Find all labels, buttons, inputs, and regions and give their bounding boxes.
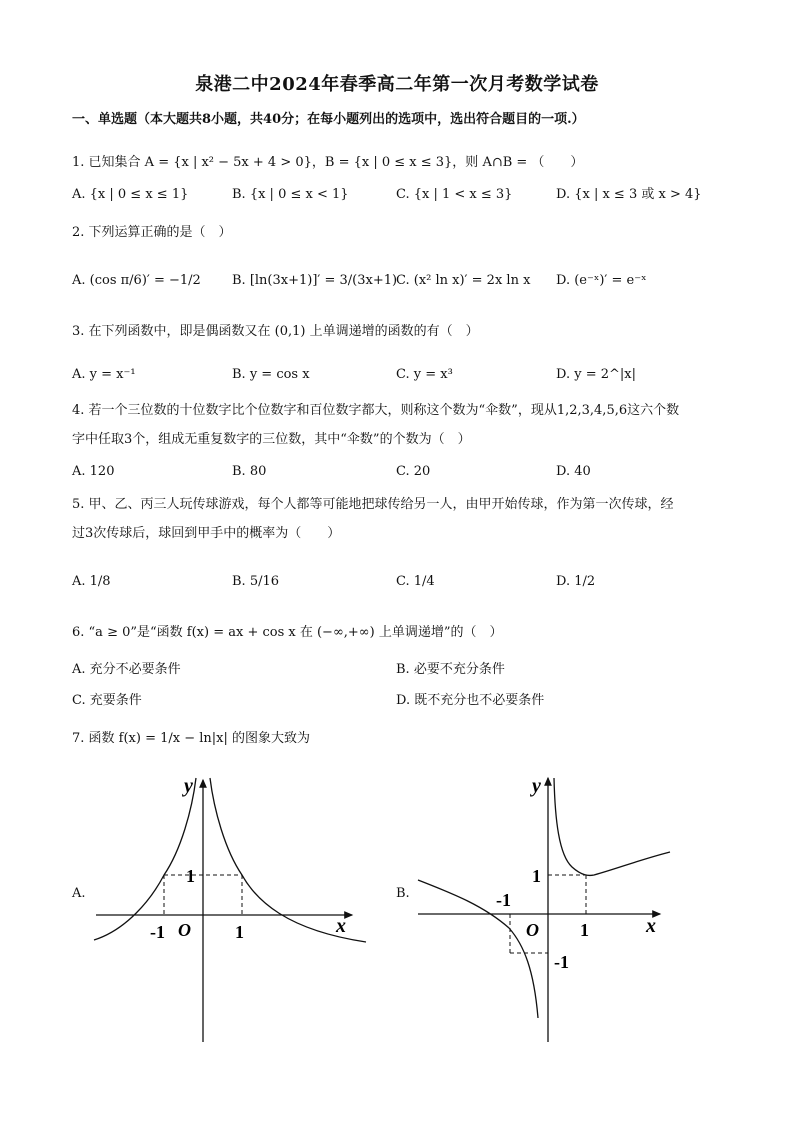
graph-b-curve-right [554, 778, 670, 875]
page-title: 泉港二中2024年春季高二年第一次月考数学试卷 [195, 74, 599, 95]
q7-option-a-label: A. [72, 886, 86, 901]
q5-line1: 5. 甲、乙、丙三人玩传球游戏，每个人都等可能地把球传给另一人，由甲开始传球，作为第一次传球，经 [72, 497, 674, 512]
q1-stem: 1. 已知集合 A = {x | x² − 5x + 4 > 0}，B = {x | 0 ≤ x ≤ 3}，则 A∩B = （ ） [72, 155, 584, 170]
q5-option-b: B. 5/16 [232, 574, 280, 589]
graph-a-curve-left [94, 778, 196, 940]
graph-b-one-x-label: 1 [580, 920, 589, 940]
graph-b-one-y-label: 1 [532, 866, 541, 886]
q3-option-b: B. y = cos x [232, 367, 310, 382]
q2-option-a: A. (cos π/6)′ = −1/2 [72, 273, 201, 288]
q2-stem: 2. 下列运算正确的是（ ） [72, 225, 232, 240]
q7-graph-b [414, 770, 684, 1054]
graph-b-curve-left [418, 880, 538, 1018]
q4-option-d: D. 40 [556, 464, 591, 479]
q7-option-b-label: B. [396, 886, 410, 901]
q3-option-d: D. y = 2^|x| [556, 367, 636, 382]
graph-a-one-y-label: 1 [186, 866, 195, 886]
q2-option-b: B. [ln(3x+1)]′ = 3/(3x+1) [232, 273, 398, 288]
graph-a-one-x-label: 1 [235, 922, 244, 942]
q2-option-d: D. (e⁻ˣ)′ = e⁻ˣ [556, 273, 647, 288]
graph-b-y-label: y [532, 775, 541, 797]
q6-option-a: A. 充分不必要条件 [72, 662, 181, 677]
q3-stem: 3. 在下列函数中，即是偶函数又在 (0,1) 上单调递增的函数的有（ ） [72, 324, 479, 339]
graph-a-origin-label: O [178, 920, 191, 940]
graph-b-origin-label: O [526, 920, 539, 940]
q5-option-d: D. 1/2 [556, 574, 596, 589]
q4-line2: 字中任取3个，组成无重复数字的三位数，其中“伞数”的个数为（ ） [72, 432, 471, 447]
q7-graph-a [86, 770, 376, 1054]
graph-b-x-label: x [646, 915, 656, 937]
q6-option-d: D. 既不充分也不必要条件 [396, 693, 545, 708]
graph-a-x-label: x [336, 915, 346, 937]
q3-option-a: A. y = x⁻¹ [72, 367, 136, 382]
q4-line1: 4. 若一个三位数的十位数字比个位数字和百位数字都大，则称这个数为“伞数”，现从1,2,3,4,5,6这六个数 [72, 403, 680, 418]
q5-option-c: C. 1/4 [396, 574, 435, 589]
q2-option-c: C. (x² ln x)′ = 2x ln x [396, 273, 531, 288]
q3-option-c: C. y = x³ [396, 367, 453, 382]
section-heading: 一、单选题（本大题共8小题，共40分；在每小题列出的选项中，选出符合题目的一项.） [72, 112, 585, 127]
q6-option-c: C. 充要条件 [72, 693, 142, 708]
q4-option-b: B. 80 [232, 464, 267, 479]
graph-a-y-label: y [184, 775, 193, 797]
q7-stem: 7. 函数 f(x) = 1/x − ln|x| 的图象大致为 [72, 731, 311, 746]
graph-a-neg-one-x-label: -1 [150, 922, 165, 942]
q1-option-c: C. {x | 1 < x ≤ 3} [396, 187, 513, 202]
q5-line2: 过3次传球后，球回到甲手中的概率为（ ） [72, 526, 341, 541]
q1-option-a: A. {x | 0 ≤ x ≤ 1} [72, 187, 189, 202]
q6-stem: 6. “a ≥ 0”是“函数 f(x) = ax + cos x 在 (−∞,+∞) 上单调递增”的（ ） [72, 625, 503, 640]
graph-b-neg-one-y-label: -1 [554, 952, 569, 972]
q1-option-b: B. {x | 0 ≤ x < 1} [232, 187, 349, 202]
q6-option-b: B. 必要不充分条件 [396, 662, 505, 677]
q4-option-c: C. 20 [396, 464, 431, 479]
q1-option-d: D. {x | x ≤ 3 或 x > 4} [556, 187, 702, 202]
q4-option-a: A. 120 [72, 464, 115, 479]
graph-b-neg-one-x-label: -1 [496, 890, 511, 910]
q5-option-a: A. 1/8 [72, 574, 111, 589]
